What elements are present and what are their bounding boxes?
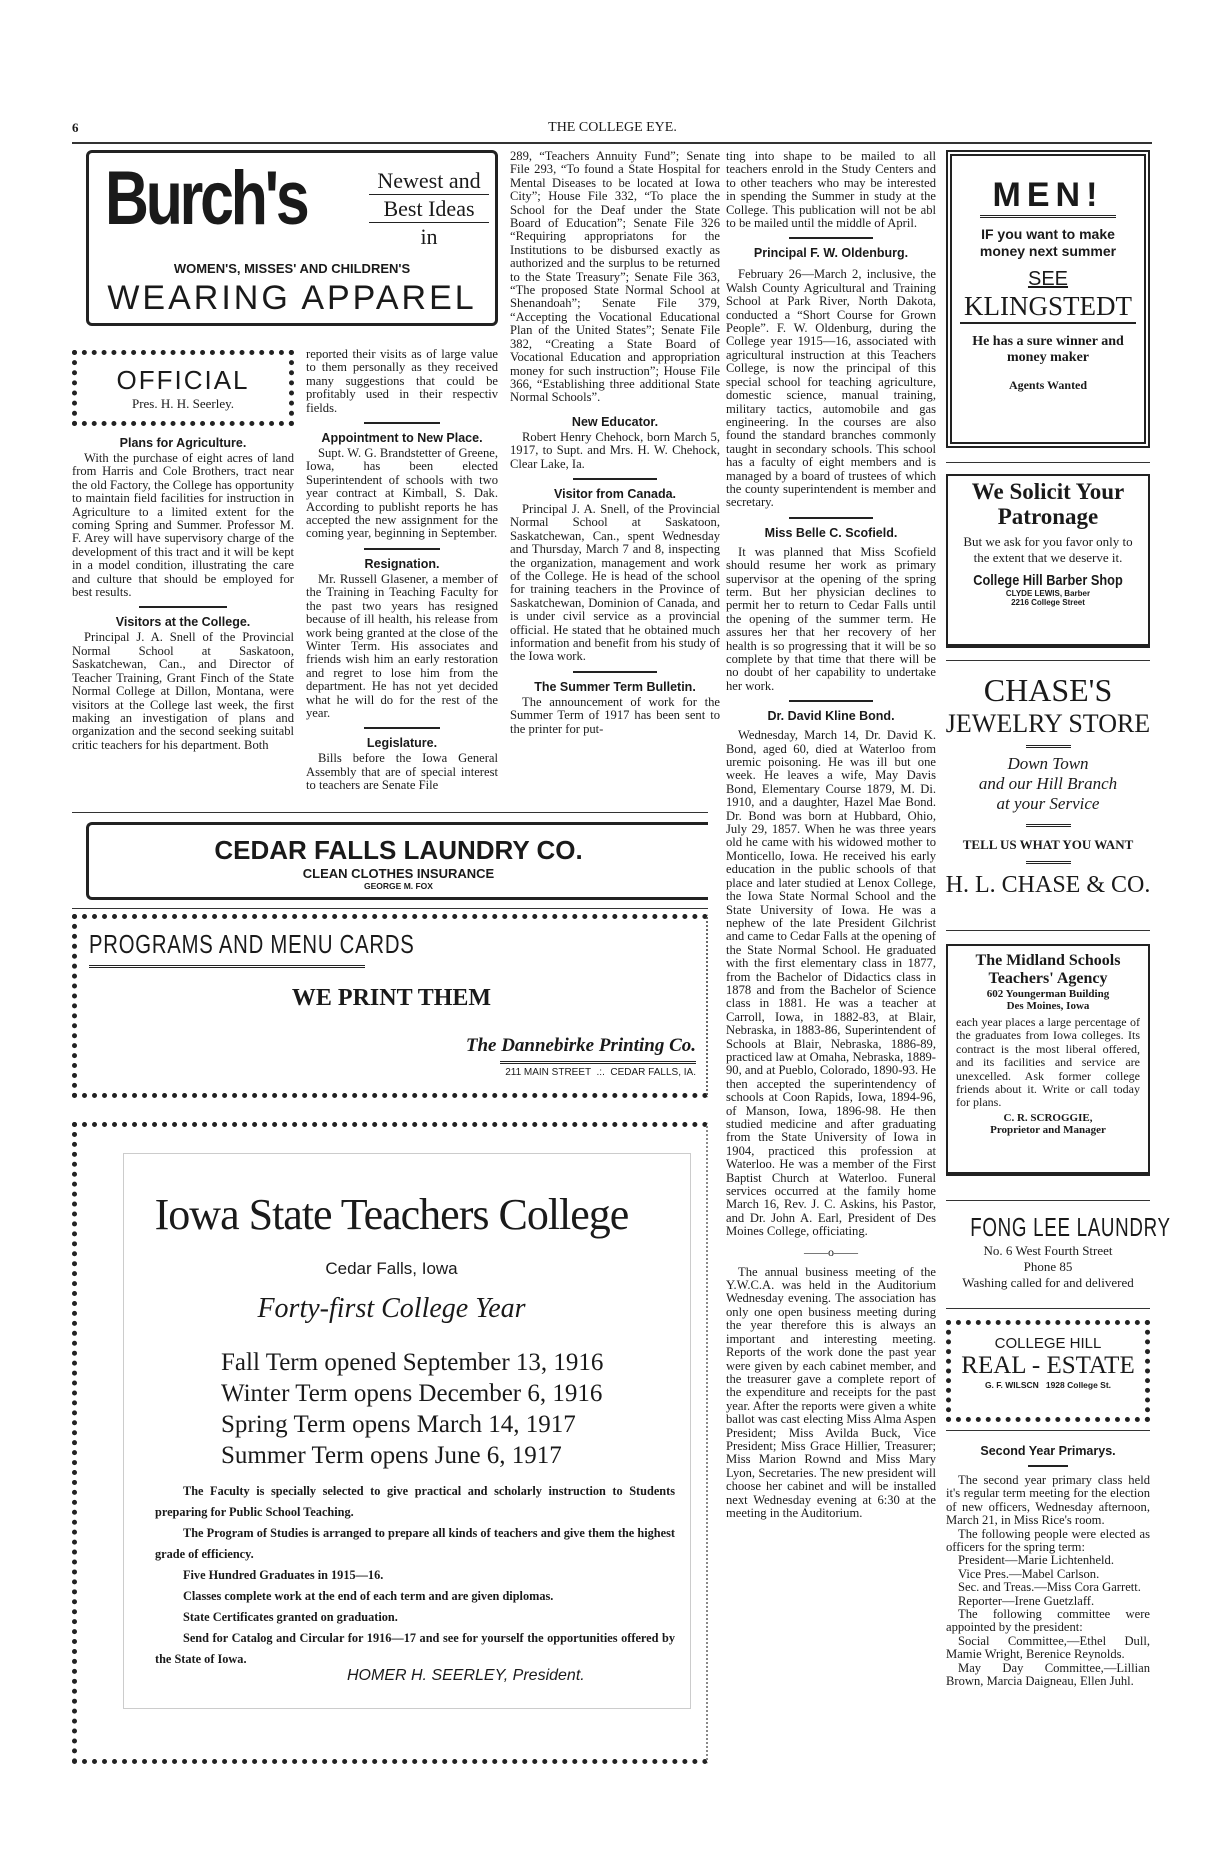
article-body: It was planned that Miss Scofield should resume her work as primary supervisor at the opening of the spring term. But her physician declines to permit her to return to Cedar Falls until the opening of the summer term. He assures her that her recovery of her health is so progressing that it will be so complete by that time that there will be no doubt of her capability to undertake her work.	[726, 544, 936, 693]
article-title: Visitors at the College.	[115, 615, 251, 630]
midland-title: The Midland Schools	[975, 952, 1121, 969]
article-body: 289, “Teachers Annuity Fund”; Senate File 293, “To found a State Hospital for Mental Diseases to be located at Iowa City”; House File 332, “To place the School for the Deaf under the State Board of Education”; Senate File 326 “Requiring appropriatons for the Institutions to be disbursed exactly as authorized and the surplus to be returned to the State Treasury”; Senate File 363, “The proposed State Normal School at Shenandoah”; Senate File 379, “Accepting the Vocational Educational Plan of the United States”; Senate File 382, “Creating a State Board of Vocational Education and appropriation money for such instruction”; House File 366, “Establishing three additional State Normal Schools”.	[510, 149, 720, 405]
term-date: Fall Term opened September 13, 1916	[221, 1349, 604, 1376]
divider	[364, 422, 441, 424]
article-paragraph: The second year primary class held it's regular term meeting for the election of new officers, Wednesday afternoon, March 21, in Miss Rice's room.	[946, 1473, 1150, 1528]
term-date: Spring Term opens March 14, 1917	[221, 1411, 576, 1438]
article-body: Principal J. A. Snell of the Provincial Normal School at Saskatoon, Saskatchewan, Can., and Director of Teacher Training, Grant Finch of the State Normal College at Dillon, Montana, were visitors at the College last week, the first making an investigation of plans and organization and the second seeking suitabl critic teachers for his department. Both	[72, 630, 294, 752]
burchs-ad	[86, 150, 498, 326]
article-title: Second Year Primarys.	[980, 1444, 1116, 1458]
official-title: OFFICIAL	[116, 365, 250, 395]
laundry-sub: CLEAN CLOTHES INSURANCE	[302, 866, 495, 881]
fong-lee-ad	[940, 1212, 1171, 1291]
article-body: Wednesday, March 14, Dr. David K. Bond, aged 60, died at Waterloo from uremic poisoning. He was ill but one week. He leaves a wife, May Davis Bond, Elementary Course 1879, M. Di. 1910, and a daughter, Hazel Mae Bond. Dr. Bond was born at Hubbard, Ohio, July 29, 1857. When he was three years old he came with his widowed mother to Monticello, Iowa. He received his early education in the public schools of that place and later studied at Lenox College, the Iowa State Normal School and the State University of Iowa. He was a nephew of the late President Gilchrist and came to Cedar Falls at the opening of the State Normal School. He graduated with the first elementary class in 1877, from the Bachelor of Didactics class in 1878 and from the Bachelor of Science class in 1881. He was a teacher at Carroll, Iowa, in 1882-83, at Blair, Nebraska, in 1883-86, Superintendent of Schools at Blair, Nebraska, 1886-89, practiced law at Omaha, Nebraska, 1889-90, and at Pueblo, Colorado, 1890-93. He then accepted the superintendency of schools at Coon Rapids, Iowa, 1894-96, of Manson, Iowa, 1896-98. He then studied medicine and after graduating from the State University of Iowa in 1904, practiced this profession at Waterloo. He was a member of the First Baptist Church at Waterloo. Funeral services occurred at the family home March 16, Rev. J. C. Askins, his Pastor, and Dr. John A. Earl, President of Des Moines College, officiating.	[726, 728, 936, 1239]
article-body: reported their visits as of large value to them personally as they received many suggestions that could be profitably used in their respectiv fields.	[306, 347, 498, 415]
burchs-tagline-1: Newest and	[369, 167, 489, 195]
midland-role: Proprietor and Manager	[990, 1123, 1106, 1136]
article-title: New Educator.	[571, 414, 659, 429]
barber-body: But we ask for you favor only to the extent that we deserve it.	[963, 534, 1133, 565]
college-info: Send for Catalog and Circular for 1916—17 and see for yourself the opportunities offered by the State of Iowa.	[155, 1631, 675, 1666]
chase-ad	[940, 672, 1156, 899]
laundry-title: CEDAR FALLS LAUNDRY CO.	[214, 835, 583, 865]
column-1	[72, 432, 294, 752]
article-body: With the purchase of eight acres of land from Harris and Cole Brothers, tract near the old Factory, the College has opportunity to maintain field facilities for instruction in Agriculture to a limited extent for the coming Spring and Summer. Professor M. F. Arey will have supervisory charge of the development of this tract and it will be kept in a model condition, illustrating the care and culture that should be employed for best results.	[72, 451, 294, 600]
real-estate-ad	[946, 1320, 1150, 1422]
barber-title2: Patronage	[997, 504, 1099, 529]
header-rule	[72, 142, 1152, 144]
chase-name: CHASE'S	[983, 672, 1113, 708]
article-paragraph: Sec. and Treas.—Miss Cora Garrett.	[958, 1580, 1141, 1595]
programs-title: PROGRAMS AND MENU CARDS	[89, 929, 415, 959]
men-title: MEN!	[980, 176, 1116, 218]
college-info: Five Hundred Graduates in 1915—16.	[183, 1568, 384, 1582]
printer-name: The Dannebirke Printing Co.	[465, 1035, 696, 1056]
fong-service: Washing called for and delivered	[962, 1275, 1134, 1290]
midland-address: 602 Youngerman Building	[986, 988, 1110, 1000]
article-body: Mr. Russell Glasener, a member of the Training in Teaching Faculty for the past two years has resigned because of ill health, his release from work being granted at the close of the Winter Term. His associates and friends wish him an early restoration and regret to lose him from the department. He has not yet decided what he will do for the rest of the year.	[306, 571, 498, 720]
official-byline: Pres. H. H. Seerley.	[131, 396, 235, 411]
burchs-tagline-2: Best Ideas	[369, 195, 489, 223]
men-line2: He has a sure winner and money maker	[972, 334, 1124, 365]
burchs-name: Burch's	[105, 156, 307, 241]
midland-name: C. R. SCROGGIE,	[1003, 1111, 1093, 1124]
barber-ad	[946, 474, 1150, 648]
programs-print: WE PRINT THEM	[291, 985, 492, 1011]
chase-store: JEWELRY STORE	[945, 709, 1151, 738]
article-paragraph: Social Committee,—Ethel Dull, Mamie Wright, Berenice Reynolds.	[946, 1633, 1150, 1662]
men-line1: IF you want to make money next summer	[979, 226, 1117, 259]
midland-body: each year places a large percentage of the graduates from Iowa colleges. Its contract is the most liberal offered, and its facilities and service are unexcelled. Ask former college friends about it. Write or call today for plans.	[956, 1015, 1140, 1110]
realestate-line3: G. F. WILSCN 1928 College St.	[984, 1380, 1112, 1390]
article-body: February 26—March 2, inclusive, the Walsh County Agricultural and Training School at Park River, North Dakota, conducted a “Short Course for Grown People”. F. W. Oldenburg, during the College year 1915—16, associated with agricultural instruction at this Teachers College, is now the principal of this special school for teaching agriculture, domestic science, manual training, military tactics, automobile and gas engineering. In the courses are also found the standard branches commonly taught in secondary schools. This school has a faculty of eight members and is managed by a board of trustees of which the county superintendent is member and secretary.	[726, 267, 936, 510]
chase-company: H. L. CHASE & CO.	[945, 872, 1151, 898]
klingstedt-ad	[946, 150, 1150, 448]
chase-tell: TELL US WHAT YOU WANT	[962, 837, 1134, 852]
divider	[364, 727, 441, 729]
men-name: KLINGSTEDT	[960, 291, 1136, 324]
term-date: Summer Term opens June 6, 1917	[221, 1442, 562, 1469]
article-title: Plans for Agriculture.	[119, 436, 247, 450]
article-title: Miss Belle C. Scofield.	[764, 525, 898, 540]
programs-ad	[72, 914, 708, 1098]
chase-line3: at your Service	[996, 794, 1100, 813]
article-body: Robert Henry Chehock, born March 5, 1917, to Supt. and Mrs. H. W. Chehock, Clear Lake, Ia.	[510, 429, 720, 471]
midland-title2: Teachers' Agency	[988, 970, 1108, 987]
page-number: 6	[72, 120, 79, 135]
column-3	[510, 150, 720, 736]
college-city: Cedar Falls, Iowa	[325, 1259, 458, 1278]
article-body: The annual business meeting of the Y.W.C.A. was held in the Auditorium Wednesday evening. The association has only one open business meeting during the year therefore this is always an important and interesting meeting. Reports of the work done the past year were given by each cabinet member, and the treasurer gave a complete report of the expenditure and receipts for the past year. After the reports were given a white ballot was cast electing Miss Alma Aspen President; Miss Avilda Buck, Vice President; Miss Grace Hillier, Treasurer; Miss Marion Rownd and Miss Mary Lyon, Secretaries. The new president will choose her cabinet and will be installed next Wednesday evening at 6:30 at the meeting in the Auditorium.	[726, 1264, 936, 1520]
realestate-line2: REAL - ESTATE	[961, 1352, 1135, 1379]
article-title: Principal F. W. Oldenburg.	[753, 246, 909, 261]
fong-address: No. 6 West Fourth Street	[983, 1243, 1113, 1258]
men-see: SEE	[1027, 268, 1069, 290]
college-info: The Faculty is specially selected to give practical and scholarly instruction to Students preparing for Public School Teaching.	[155, 1484, 675, 1519]
college-year: Forty-first College Year	[257, 1293, 526, 1324]
laundry-owner: GEORGE M. FOX	[364, 881, 433, 891]
article-paragraph: Reporter—Irene Guetzlaff.	[958, 1593, 1095, 1608]
burchs-tagline-3: in	[420, 224, 438, 249]
official-box	[72, 350, 294, 426]
divider	[364, 548, 441, 550]
barber-name: CLYDE LEWIS, Barber	[1005, 589, 1091, 598]
divider	[789, 517, 873, 519]
printer-address: 211 MAIN STREET .:. CEDAR FALLS, IA.	[505, 1067, 696, 1078]
burchs-main: WEARING APPAREL	[107, 279, 477, 317]
college-name: Iowa State Teachers College	[154, 1190, 629, 1239]
college-info: State Certificates granted on graduation.	[183, 1610, 398, 1624]
article-paragraph: The following committee were appointed by the president:	[946, 1607, 1150, 1635]
midland-ad	[946, 944, 1150, 1176]
article-paragraph: President—Marie Lichtenheld.	[958, 1553, 1114, 1568]
article-title: Resignation.	[364, 556, 440, 571]
barber-address: 2216 College Street	[1011, 598, 1085, 607]
fong-phone: Phone 85	[1023, 1259, 1073, 1274]
article-paragraph: The following people were elected as officers for the spring term:	[946, 1526, 1150, 1555]
laundry-ad	[86, 822, 708, 900]
article-body: The announcement of work for the Summer Term of 1917 has been sent to the printer for put-	[510, 694, 720, 736]
divider	[789, 700, 873, 702]
realestate-line1: COLLEGE HILL	[994, 1335, 1102, 1352]
article-paragraph: May Day Committee,—Lillian Brown, Marcia Daigneau, Ellen Juhl.	[946, 1660, 1150, 1689]
barber-shop: College Hill Barber Shop	[973, 572, 1123, 589]
primarys-article	[946, 1440, 1150, 1689]
college-info: Classes complete work at the end of each term and are given diplomas.	[183, 1589, 554, 1603]
divider	[573, 671, 657, 673]
chase-line2: and our Hill Branch	[978, 774, 1118, 793]
article-body: Bills before the Iowa General Assembly that are of special interest to teachers are Senate File	[306, 751, 498, 793]
iowa-college-ad	[72, 1122, 708, 1764]
burchs-subtitle: WOMEN'S, MISSES' AND CHILDREN'S	[173, 261, 411, 276]
column-4	[726, 150, 936, 1520]
college-info: The Program of Studies is arranged to prepare all kinds of teachers and give them the highest grade of efficiency.	[155, 1526, 675, 1561]
divider	[139, 606, 228, 608]
article-body: Principal J. A. Snell, of the Provincial Normal School at Saskatoon, Saskatchewan, Can., spent Wednesday and Thursday, March 7 and 8, inspecting the organization, management and work of the College. He is head of the school for training teachers in the Province of Saskatchewan, Dominion of Canada, and is under civil service as a provincial official. He stated that he obtained much information and benefit from his study of the Iowa work.	[510, 501, 720, 664]
men-line3: Agents Wanted	[1008, 378, 1088, 392]
fong-title: FONG LEE LAUNDRY	[970, 1212, 1171, 1242]
newspaper-title: THE COLLEGE EYE.	[548, 120, 677, 135]
divider	[1028, 1465, 1069, 1467]
column-2	[306, 348, 498, 793]
article-title: The Summer Term Bulletin.	[534, 679, 696, 694]
article-title: Dr. David Kline Bond.	[767, 709, 895, 724]
article-body: Supt. W. G. Brandstetter of Greene, Iowa, has been elected Superintendent of schools with two year contract at Kimball, S. Dak. According to publisht reports he has accepted the new assignment for the coming year, beginning in September.	[306, 446, 498, 541]
article-title: Legislature.	[366, 736, 438, 751]
term-date: Winter Term opens December 6, 1916	[221, 1380, 603, 1407]
article-title: Appointment to New Place.	[321, 431, 483, 446]
article-paragraph: Vice Pres.—Mabel Carlson.	[958, 1566, 1100, 1581]
president-signature: HOMER H. SEERLEY, President.	[347, 1667, 585, 1684]
barber-title: We Solicit Your	[971, 479, 1125, 504]
article-title: Visitor from Canada.	[553, 486, 677, 501]
divider	[573, 478, 657, 480]
divider	[789, 237, 873, 239]
chase-line1: Down Town	[1007, 754, 1089, 773]
article-body: ting into shape to be mailed to all teachers enrold in the Study Centers and to other teachers who may be interested in spending the Summer in study at the College. This publication will not be abl to be mailed until the middle of April.	[726, 149, 936, 231]
separator: ——o——	[804, 1244, 858, 1259]
midland-city: Des Moines, Iowa	[1006, 1000, 1090, 1012]
